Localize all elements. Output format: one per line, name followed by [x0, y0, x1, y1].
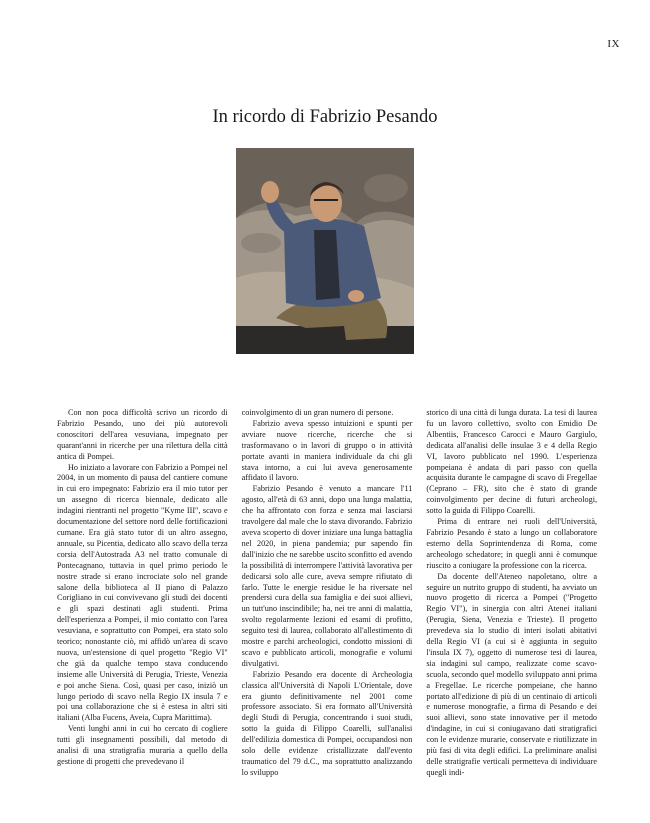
- text-column-2: [242, 408, 413, 818]
- page-title: In ricordo di Fabrizio Pesando: [212, 107, 438, 128]
- article-body: [57, 408, 597, 818]
- portrait-photo: [236, 148, 414, 354]
- text-column-3: [426, 408, 597, 818]
- paragraph: storico di una città di lunga durata. La tesi di laurea fu un lavoro collettivo, svolto con Emidio De Albentiis, Francesco Carocci e Mauro Gargiulo, dedicata all'analisi delle insulae 3 e 4 della Regio VI, lavoro pubblicato nel 1990. L'esperienza pompeiana è andata di pari passo con quella acquisita durante le campagne di scavo di Fregellae (Ceprano – FR), sito che è stato di grande coinvolgimento per decine di futuri archeologi, sotto la guida di Filippo Coarelli.: [426, 408, 598, 516]
- paragraph: Prima di entrare nei ruoli dell'Università, Fabrizio Pesando è stato a lungo un collaboratore esterno della Soprintendenza di Roma, come archeologo schedatore; in quegli anni è comunque riuscito a coniugare la professione con la ricerca.: [426, 517, 598, 570]
- portrait-illustration: [236, 148, 414, 354]
- paragraph: Fabrizio Pesando era docente di Archeologia classica all'Università di Napoli L'Orientale, dove era giunto definitivamente nel 2001 come professore associato. Si era formato all'Università degli Studi di Perugia, concentrando i suoi studi, sotto la guida di Filippo Coarelli, sull'analisi dell'edilizia domestica di Pompei, occupandosi non solo delle evidenze cristallizzate dall'evento traumatico del 79 d.C., ma soprattutto analizzando lo sviluppo: [241, 669, 413, 777]
- text-column-1: [57, 408, 228, 818]
- page-number: IX: [607, 38, 620, 50]
- paragraph: Con non poca difficoltà scrivo un ricordo di Fabrizio Pesando, uno dei più autorevoli conoscitori dell'area vesuviana, impegnato per quarant'anni in ricerche per una rilettura della città antica di Pompei.: [57, 408, 228, 461]
- paragraph: Ho iniziato a lavorare con Fabrizio a Pompei nel 2004, in un momento di pausa del cantiere comune in cui ero impegnato: Fabrizio era il mio tutor per un assegno di ricerca biennale, dedicato alle indagini rientranti nel progetto "Kyme III", scavo e documentazione del settore nord delle fortificazioni cumane. Era già stato tutor di un altro assegno, annuale, su Picentia, dedicato allo scavo della terza corsia dell'Autostrada A3 nel tratto comunale di Pontecagnano, tuttavia in quel primo periodo le nostre strade si erano incrociate solo nel grande salone della biblioteca al II piano di Palazzo Corigliano in cui convivevano gli studi dei docenti e gli spazi destinati agli studenti. Prima dell'esperienza a Pompei, il mio contatto con l'area vesuviana, e soprattutto con Pompei, era stato solo teorico; nonostante ciò, mi affidò un'area di scavo nuova, un'estensione di quel progetto "Regio VI" che già da qualche tempo stava conducendo insieme alle Università di Perugia, Trieste, Venezia e poi anche Siena. Così, quasi per caso, iniziò un lungo periodo di scavo nella Regio IX insula 7 e poi una collaborazione che si è estesa in altri siti italiani (Alba Fucens, Aveia, Cupra Marittima).: [57, 462, 228, 723]
- paragraph: Fabrizio aveva spesso intuizioni e spunti per avviare nuove ricerche, ricerche che si trasformavano o in lavori di gruppo o in attività portate avanti in maniera individuale da chi gli stava intorno, a cui lui aveva generosamente affidato il lavoro.: [241, 418, 413, 483]
- paragraph: Fabrizio Pesando è venuto a mancare l'11 agosto, all'età di 63 anni, dopo una lunga malattia, che ha affrontato con forza e senza mai lasciarsi travolgere dal male che lo stava divorando. Fabrizio aveva scoperto di dover iniziare una lunga battaglia nel 2020, in piena pandemia; pur sapendo fin dall'inizio che ne sarebbe uscito sconfitto ed avendo la possibilità di interrompere l'attività lavorativa per dedicarsi solo alle cure, aveva sempre rifiutato di farlo. Tutte le energie residue le ha riversate nel prendersi cura della sua famiglia e dei suoi allievi, un tutt'uno inscindibile; ha, nei tre anni di malattia, svolto regolarmente lezioni ed esami di profitto, seguito tesi di laurea, collaborato all'allestimento di mostre e parchi archeologici, condotto missioni di scavo e pubblicato articoli, monografie e volumi divulgativi.: [241, 484, 413, 668]
- paragraph: coinvolgimento di un gran numero di persone.: [241, 408, 394, 417]
- paragraph: Venti lunghi anni in cui ho cercato di cogliere tutti gli insegnamenti possibili, dal metodo di analisi di una stratigrafia muraria a quello della gestione di progetti che prevedevano il: [57, 724, 228, 766]
- paragraph: Da docente dell'Ateneo napoletano, oltre a seguire un nutrito gruppo di studenti, ha avviato un nuovo progetto di ricerca a Pompei ("Progetto Regio VI"), in sinergia con altri Atenei italiani (Perugia, Siena, Venezia e Trieste). Il progetto prevedeva sia lo studio di interi isolati abitativi della Regio VI (a cui si è aggiunta in seguito l'insula IX 7), oggetto di numerose tesi di laurea, sia indagini sul campo, realizzate come scavo-scuola, secondo quel modello sviluppato anni prima a Fregellae. Le ricerche pompeiane, che hanno portato all'edizione di più di un centinaio di articoli e numerose monografie, a firma di Pesando e dei suoi allievi, sono state innovative per il metodo d'indagine, in cui si coniugavano dati stratigrafici con le evidenze murarie, conservate e riutilizzate in più fasi di vita degli edifici. La preliminare analisi delle stratigrafie verticali permetteva di individuare quegli indi-: [426, 571, 598, 777]
